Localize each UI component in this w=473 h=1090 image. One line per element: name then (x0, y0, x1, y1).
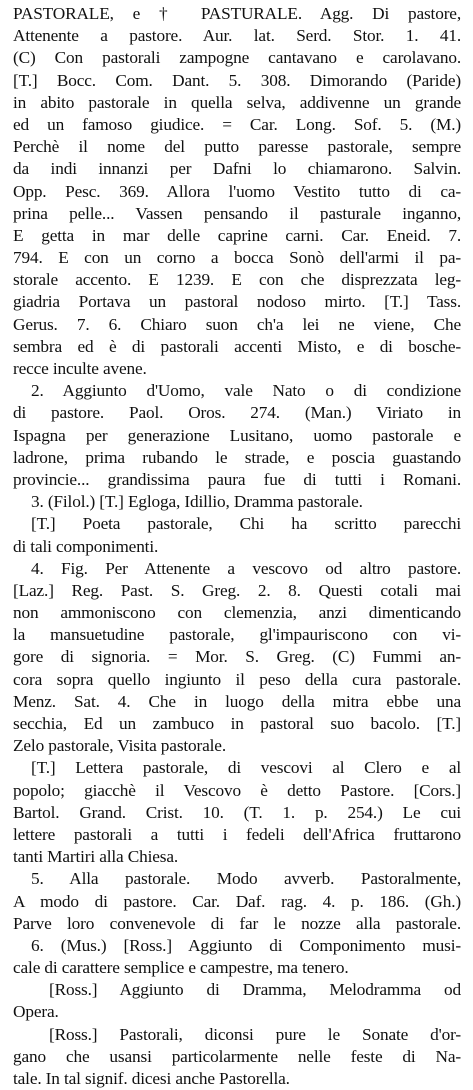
text-line: recce inculte avene. (13, 359, 147, 378)
text-line: in abito pastorale in quella selva, addivenne un grande (13, 92, 461, 112)
text-line: PASTORALE, e † PASTURALE. Agg. Di pastore, (13, 4, 461, 23)
text-line: secchia, Ed un zambuco in pastoral suo bacolo. [T.] (13, 714, 461, 733)
text-line: 3. (Filol.) [T.] Egloga, Idillio, Dramma pastorale. (31, 492, 363, 512)
text-line: cale di carattere semplice e campestre, ma tenero. (13, 958, 349, 978)
text-line: 4. Fig. Per Attenente a vescovo od altro pastore. (31, 558, 461, 578)
text-line: Menz. Sat. 4. Che in luogo della mitra ebbe una (13, 691, 461, 711)
text-line: [Ross.] Pastorali, diconsi pure le Sonate d'or- (49, 1024, 461, 1044)
text-line: E getta in mar delle caprine carni. Car. Eneid. 7. (13, 225, 461, 245)
text-line: gore di signoria. = Mor. S. Greg. (C) Fummi an- (13, 647, 461, 667)
text-line: di pastore. Paol. Oros. 274. (Man.) Viriato in (13, 403, 461, 423)
text-line: sembra ed è di pastorali accenti Misto, e di bosche- (13, 336, 461, 356)
text-line: (C) Con pastorali zampogne cantavano e carolavano. (13, 48, 461, 68)
text-line: la mansuetudine pastorale, gl'impauriscono con vi- (13, 625, 461, 645)
text-line: Attenente a pastore. Aur. lat. Serd. Stor. 1. 41. (13, 26, 461, 46)
text-line: Bartol. Grand. Crist. 10. (T. 1. p. 254.) Le cui (13, 802, 461, 822)
text-line: [T.] Bocc. Com. Dant. 5. 308. Dimorando (Paride) (13, 70, 461, 90)
text-line: 6. (Mus.) [Ross.] Aggiunto di Componimento musi- (31, 935, 461, 955)
text-line: Ispagna per generazione Lusitano, uomo pastorale e (13, 425, 461, 445)
text-line: Gerus. 7. 6. Chiaro suon ch'a lei ne viene, Che (13, 314, 461, 334)
text-line: ladrone, prima rubando le strade, e poscia guastando (13, 447, 461, 467)
text-line: cora sopra quello ingiunto il peso della cura pastorale. (13, 669, 461, 689)
text-line: Opera. (13, 1002, 59, 1022)
text-line: tale. In tal signif. dicesi anche Pastorella. (13, 1069, 290, 1088)
text-line: Zelo pastorale, Visita pastorale. (13, 736, 226, 756)
text-line: A modo di pastore. Car. Daf. rag. 4. p. 186. (Gh.) (13, 891, 461, 911)
text-line: lettere pastorali a tutti i fedeli dell'Africa fruttarono (13, 824, 461, 844)
text-line: [T.] Poeta pastorale, Chi ha scritto parecchi (31, 514, 461, 534)
text-line: non ammoniscono con clemenzia, anzi dimenticando (13, 603, 461, 623)
text-line: storale accento. E 1239. E con che disprezzata leg- (13, 270, 461, 290)
text-line: giadria Portava un pastoral nodoso mirto. [T.] Tass. (13, 292, 461, 312)
text-line: di tali componimenti. (13, 536, 159, 556)
text-line: da indi innanzi per Dafni lo chiamarono. Salvin. (13, 159, 461, 179)
text-line: prina pelle... Vassen pensando il pasturale inganno, (13, 203, 461, 223)
text-line: [T.] Lettera pastorale, di vescovi al Clero e al (31, 758, 461, 778)
text-line: ed un famoso giudice. = Car. Long. Sof. 5. (M.) (13, 114, 461, 134)
text-line: [Ross.] Aggiunto di Dramma, Melodramma od (49, 980, 461, 1000)
text-line: tanti Martiri alla Chiesa. (13, 847, 179, 867)
text-line: Perchè il nome del putto paresse pastorale, sempre (13, 137, 461, 157)
text-line: provincie... grandissima paura fue di tutti i Romani. (13, 469, 461, 489)
text-line: Opp. Pesc. 369. Allora l'uomo Vestito tutto di ca- (13, 181, 461, 201)
text-line: 794. E con un corno a bocca Sonò dell'armi il pa- (13, 248, 461, 268)
text-line: popolo; giacchè il Vescovo è detto Pastore. [Cors.] (13, 780, 461, 800)
text-line: [Laz.] Reg. Past. S. Greg. 2. 8. Questi cotali mai (13, 580, 461, 600)
text-line: Parve loro convenevole di far le nozze alla pastorale. (13, 913, 461, 933)
text-line: 2. Aggiunto d'Uomo, vale Nato o di condizione (31, 381, 461, 401)
text-line: gano che usansi particolarmente nelle feste di Na- (13, 1046, 461, 1066)
text-line: 5. Alla pastorale. Modo avverb. Pastoralmente, (31, 869, 461, 889)
